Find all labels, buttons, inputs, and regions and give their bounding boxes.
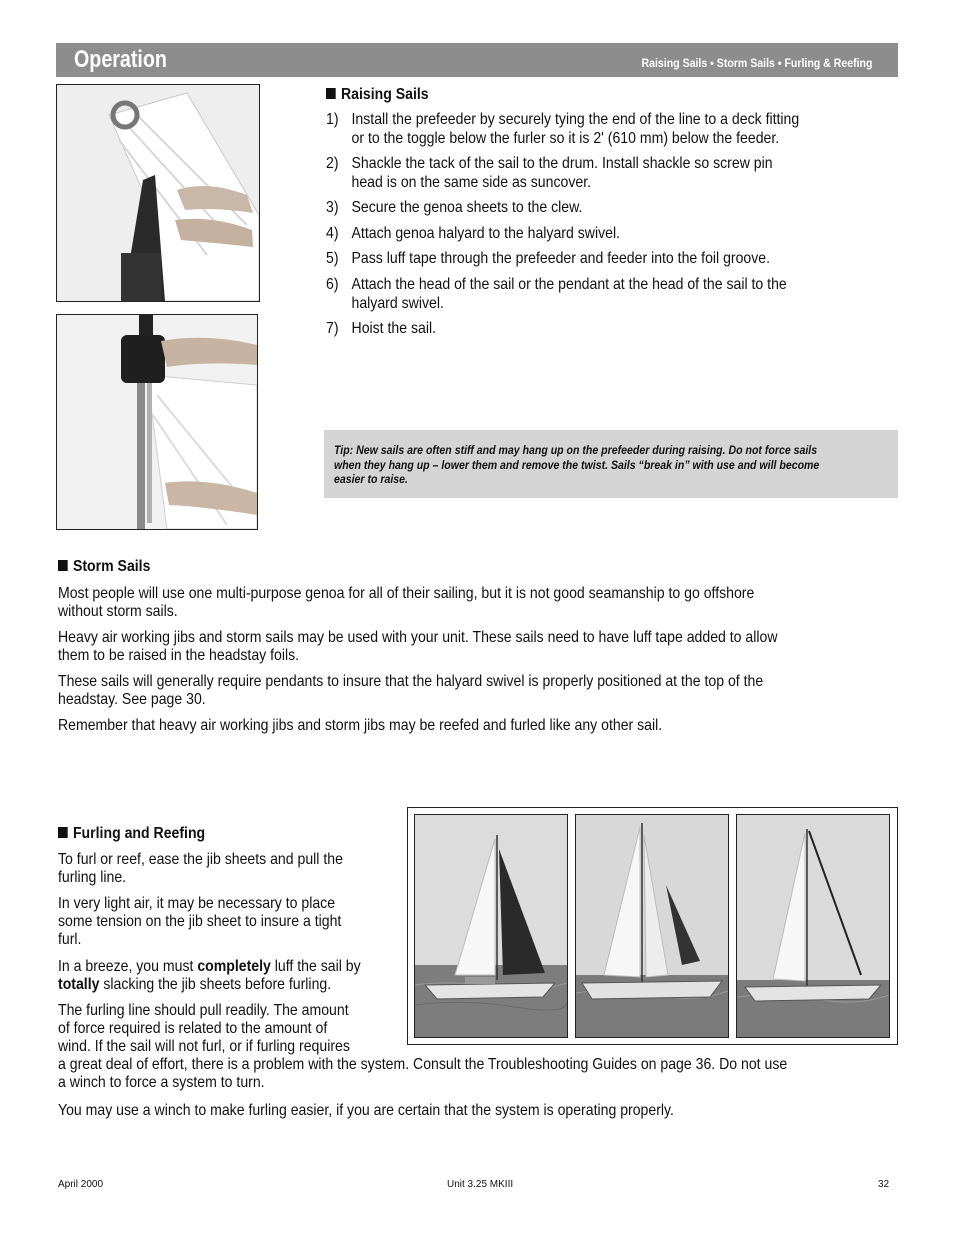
- section-subtitle: Raising Sails • Storm Sails • Furling & Reefing: [641, 56, 872, 70]
- furling-paragraph: You may use a winch to make furling easier, if you are certain that the system is operating properly.: [58, 1102, 674, 1119]
- storm-paragraph: Remember that heavy air working jibs and storm jibs may be reefed and furled like any other sail.: [58, 717, 663, 734]
- storm-sails-heading: Storm Sails: [58, 558, 150, 576]
- raising-sails-heading: Raising Sails: [326, 86, 429, 104]
- furling-paragraph: The furling line should pull readily. The amount of force required is related to the amount of wind. If the sail will not furl, or if furling requires a great deal of effort, there is a problem with the system. Consult the Troubleshooting Guides on page 36. Do not use a winch to force a system to turn.: [58, 1002, 788, 1091]
- furling-heading: Furling and Reefing: [58, 825, 205, 843]
- furling-paragraph: In a breeze, you must completely luff the sail by totally slacking the jib sheets before furling.: [58, 958, 361, 993]
- storm-paragraph: Most people will use one multi-purpose genoa for all of their sailing, but it is not good seamanship to go offshore without storm sails.: [58, 585, 755, 620]
- footer-unit: Unit 3.25 MKIII: [447, 1179, 514, 1190]
- photo-boat-full-sail: [414, 814, 568, 1038]
- photo-luff-feeder: [56, 314, 258, 530]
- raising-steps-list: 1) Install the prefeeder by securely tying the end of the line to a deck fitting or to the toggle below the furler so it is 2' (610 mm) below the feeder. 2) Shackle the tack of the sail to the drum. Install shackle so screw pin head is on the same side as suncover. 3) Secure the genoa sheets to the clew. 4) Attach genoa halyard to the halyard swivel. 5) Pass luff tape through the prefeeder and feeder into the foil groove. 6) Attach the head of the sail or the pendant at the head of the sail to the halyard swivel. 7) Hoist the sail.: [326, 111, 800, 337]
- photo-sail-head: [56, 84, 260, 302]
- furling-paragraph: In very light air, it may be necessary to place some tension on the jib sheet to insure a tight furl.: [58, 895, 342, 948]
- storm-paragraph: Heavy air working jibs and storm sails may be used with your unit. These sails need to have luff tape added to allow them to be raised in the headstay foils.: [58, 629, 778, 664]
- bullet-square-icon: [58, 827, 68, 838]
- storm-paragraph: These sails will generally require pendants to insure that the halyard swivel is properly positioned at the top of the headstay. See page 30.: [58, 673, 764, 708]
- photo-boat-furled: [736, 814, 890, 1038]
- tip-box: [324, 430, 898, 498]
- tip-text: Tip: New sails are often stiff and may hang up on the prefeeder during raising. Do not force sails when they hang up – lower them and remove the twist. Sails “break in” with use and will become easier to raise.: [334, 443, 820, 486]
- footer-page-number: 32: [878, 1179, 890, 1190]
- section-title: Operation: [74, 46, 167, 73]
- photo-boat-half-furled: [575, 814, 729, 1038]
- footer-date: April 2000: [58, 1179, 104, 1190]
- section-header-bar: [56, 43, 898, 77]
- bullet-square-icon: [58, 560, 68, 571]
- bullet-square-icon: [326, 88, 336, 99]
- furling-paragraph: To furl or reef, ease the jib sheets and pull the furling line.: [58, 851, 343, 886]
- furling-photo-strip: [407, 807, 898, 1045]
